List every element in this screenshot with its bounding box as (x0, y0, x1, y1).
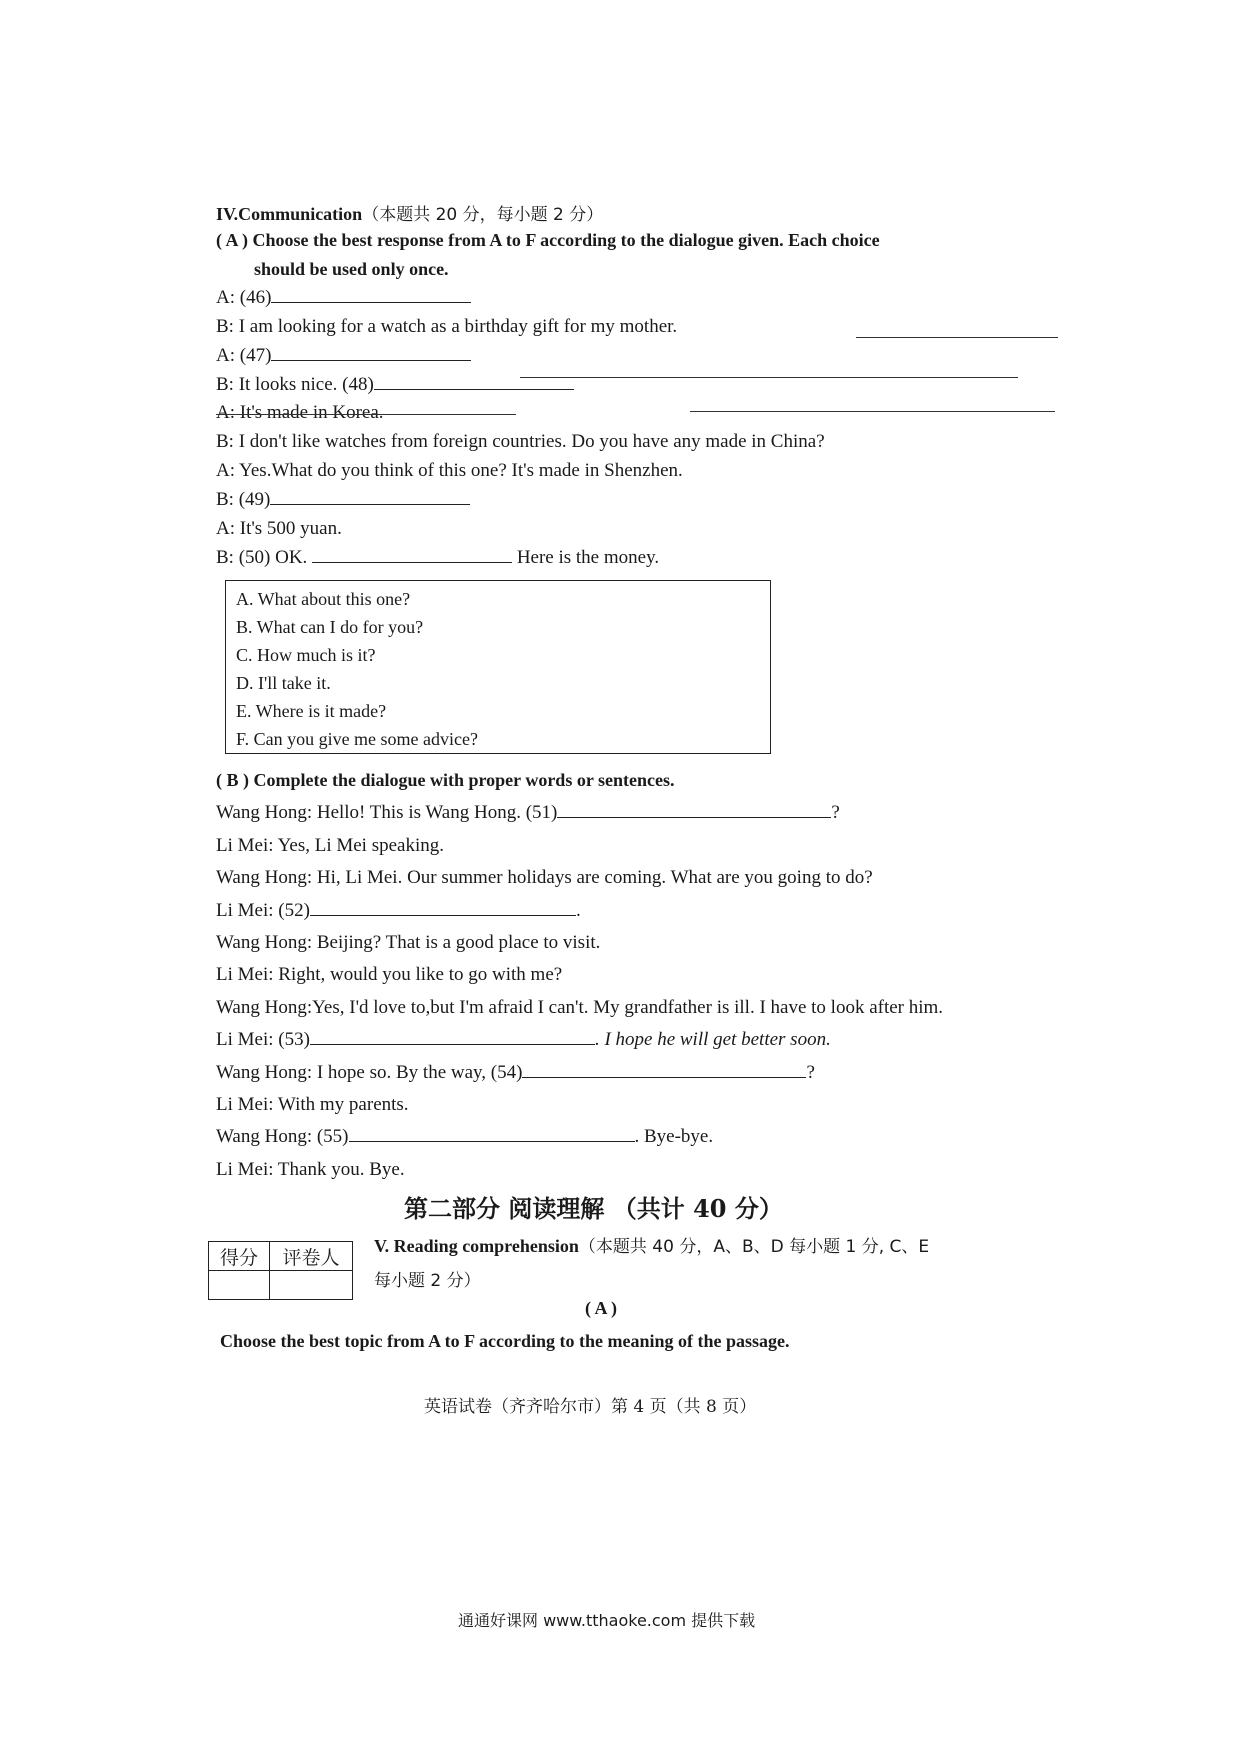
dialogue-line (216, 802, 840, 824)
dialogue-text: . I hope he will get better soon. (594, 1029, 831, 1050)
section-title: IV.Communication (216, 204, 363, 224)
dialogue-line: A: Yes.What do you think of this one? It's made in Shenzhen. (216, 460, 683, 481)
dialogue-text: A: (47) (216, 345, 272, 366)
dialogue-text: Here is the money. (516, 547, 660, 568)
dialogue-text: B: It looks nice. (48) (216, 374, 374, 395)
option-d: D. I'll take it. (236, 673, 331, 693)
score-header: 得分 (209, 1242, 270, 1271)
dialogue-line (216, 900, 581, 922)
section-points: （本题共 20 分，每小题 2 分） (362, 205, 604, 225)
section5-points-cont: 每小题 2 分） (374, 1271, 481, 1291)
option-a: A. What about this one? (236, 589, 411, 609)
dialogue-line (216, 1029, 831, 1051)
score-table (208, 1241, 353, 1300)
dialogue-line: Wang Hong:Yes, I'd love to,but I'm afraid I can't. My grandfather is ill. I have to look after him. (216, 997, 944, 1018)
answer-blank-51[interactable] (557, 816, 831, 818)
dialogue-line: A: It's made in Korea. (216, 402, 384, 423)
dialogue-line: Wang Hong: Hi, Li Mei. Our summer holidays are coming. What are you going to do? (216, 867, 873, 888)
dialogue-text: ? (806, 1062, 815, 1083)
part-b-instruction: ( B ) Complete the dialogue with proper words or sentences. (216, 770, 675, 790)
scan-artifact-line (856, 337, 1058, 338)
dialogue-text: . (575, 900, 581, 921)
dialogue-line: Li Mei: Right, would you like to go with me? (216, 964, 563, 985)
dialogue-text: ? (831, 802, 840, 823)
score-cell[interactable] (209, 1271, 270, 1300)
section-heading (216, 200, 603, 225)
scan-artifact-line (520, 377, 1018, 378)
dialogue-text: Wang Hong: (55) (216, 1126, 349, 1147)
grader-cell[interactable] (270, 1271, 353, 1300)
dialogue-line: Li Mei: Yes, Li Mei speaking. (216, 835, 444, 856)
watermark-text: 通通好课网 www.tthaoke.com 提供下载 (458, 1611, 756, 1630)
part-a-instruction: ( A ) Choose the best response from A to F according to the dialogue given. Each choice (216, 230, 880, 250)
answer-blank-46[interactable] (271, 301, 471, 303)
answer-blank-53[interactable] (310, 1043, 595, 1045)
answer-blank-55[interactable] (349, 1140, 635, 1142)
answer-blank-49[interactable] (270, 503, 470, 505)
option-f: F. Can you give me some advice? (236, 729, 478, 749)
page-footer: 英语试卷（齐齐哈尔市）第 4 页（共 8 页） (424, 1397, 757, 1417)
answer-blank-47[interactable] (271, 359, 471, 361)
answer-blank-48[interactable] (374, 388, 574, 390)
dialogue-line (216, 345, 471, 367)
reading-instruction: Choose the best topic from A to F according to the meaning of the passage. (220, 1331, 790, 1351)
dialogue-line: B: I don't like watches from foreign countries. Do you have any made in China? (216, 431, 825, 452)
dialogue-line: B: I am looking for a watch as a birthday gift for my mother. (216, 316, 678, 337)
dialogue-text: Li Mei: (52) (216, 900, 310, 921)
dialogue-text: A: (46) (216, 287, 272, 308)
dialogue-line: A: It's 500 yuan. (216, 518, 342, 539)
part-a-instruction-cont: should be used only once. (254, 259, 449, 279)
dialogue-text: B: (50) OK. (216, 547, 308, 568)
dialogue-text: Wang Hong: I hope so. By the way, (54) (216, 1062, 523, 1083)
dialogue-line (216, 547, 659, 569)
dialogue-text: Li Mei: (53) (216, 1029, 310, 1050)
dialogue-text: B: (49) (216, 489, 271, 510)
answer-blank-54[interactable] (522, 1076, 806, 1078)
dialogue-text: Wang Hong: Hello! This is Wang Hong. (51) (216, 802, 558, 823)
dialogue-line: Wang Hong: Beijing? That is a good place to visit. (216, 932, 601, 953)
answer-blank-50[interactable] (312, 561, 512, 563)
dialogue-line (216, 287, 471, 309)
option-b: B. What can I do for you? (236, 617, 424, 637)
scan-artifact-line (690, 411, 1055, 412)
dialogue-line (216, 489, 470, 511)
grader-header: 评卷人 (270, 1242, 353, 1271)
option-c: C. How much is it? (236, 645, 376, 665)
options-box (225, 580, 771, 754)
answer-blank-52[interactable] (310, 914, 576, 916)
scan-artifact-line (216, 414, 516, 415)
dialogue-line: Li Mei: With my parents. (216, 1094, 409, 1115)
dialogue-line (216, 1126, 713, 1148)
sub-section-a: ( A ) (585, 1298, 618, 1318)
dialogue-line: Li Mei: Thank you. Bye. (216, 1159, 405, 1180)
section5-heading (374, 1232, 929, 1257)
dialogue-line (216, 1062, 815, 1084)
part2-heading: 第二部分 阅读理解 （共计 40 分） (404, 1194, 783, 1223)
section5-points: （本题共 40 分，A、B、D 每小题 1 分, C、E (578, 1237, 930, 1257)
dialogue-text: . Bye-bye. (634, 1126, 714, 1147)
section5-title: V. Reading comprehension (374, 1236, 579, 1256)
option-e: E. Where is it made? (236, 701, 387, 721)
